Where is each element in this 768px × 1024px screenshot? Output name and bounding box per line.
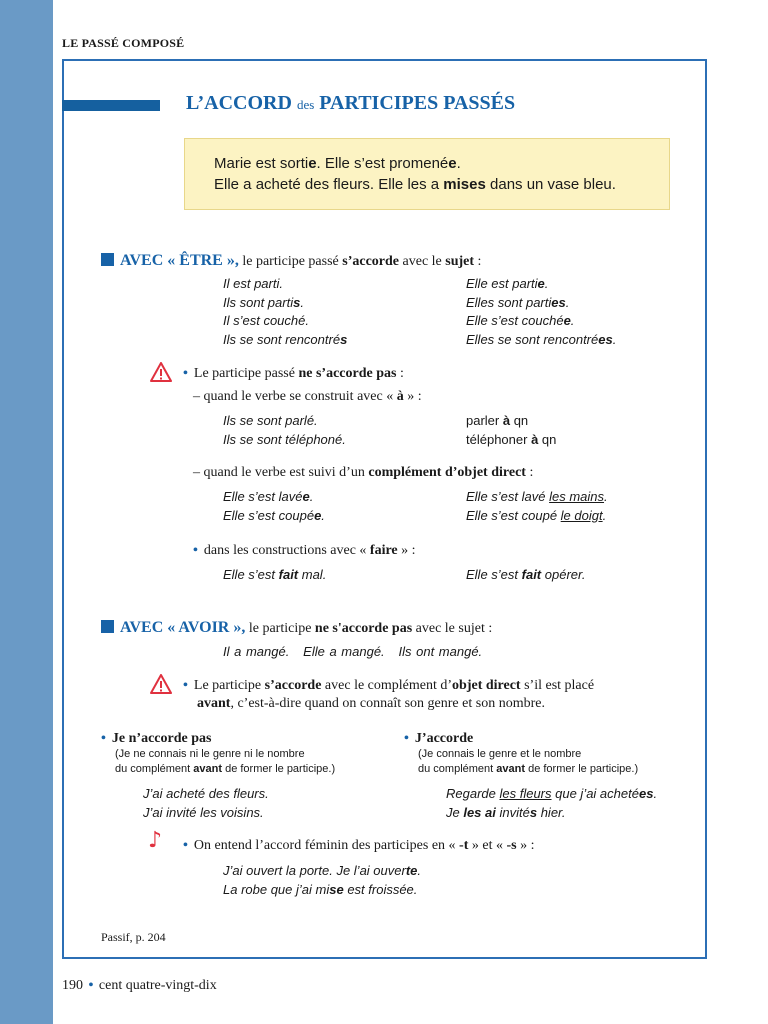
case-faire-line: • dans les constructions avec « faire » :: [193, 543, 416, 558]
title-accent-bar: [62, 100, 160, 111]
intro-example-box: [184, 138, 670, 210]
cross-reference: Passif, p. 204: [101, 930, 166, 944]
avoir-warning-line-1: • Le participe s’accorde avec le complément d’objet direct s’il est placé: [183, 678, 595, 693]
title-part-2: des: [296, 97, 315, 112]
title-part-3: PARTICIPES PASSÉS: [319, 92, 516, 114]
side-band: [0, 0, 53, 1024]
case-a-line: – quand le verbe se construit avec « à » :: [193, 389, 422, 404]
agreement-examples: Regarde les fleurs que j’ai achetées. Je les ai invités hier.: [446, 786, 658, 820]
intro-line-2: Elle a acheté des fleurs. Elle les a mises dans un vase bleu.: [214, 176, 616, 193]
section-square-icon: [101, 253, 114, 266]
running-head: LE PASSÉ COMPOSÉ: [62, 36, 185, 50]
no-agreement-examples: J’ai acheté des fleurs. J’ai invité les voisins.: [143, 786, 269, 820]
avoir-warning-line-2: avant, c’est-à-dire quand on connaît son genre et son nombre.: [197, 696, 545, 711]
warning-triangle-icon: [150, 674, 172, 694]
agreement-block: • J’accorde (Je connais le genre et le nombre du complément avant de former le participe.): [404, 731, 639, 775]
pronunciation-examples: J’ai ouvert la porte. Je l’ai ouverte. La robe que j’ai mise est froissée.: [223, 863, 421, 897]
case-cod-line: – quand le verbe est suivi d’un complément d’objet direct :: [193, 465, 534, 480]
music-note-icon: ♪: [148, 828, 163, 853]
etre-warning-line: • Le participe passé ne s’accorde pas :: [183, 366, 404, 381]
pronunciation-line: • On entend l’accord féminin des participes en « -t » et « -s » :: [183, 838, 535, 853]
warning-triangle-icon: [150, 362, 172, 382]
intro-line-1: Marie est sortie. Elle s’est promenée.: [214, 155, 461, 172]
avoir-examples: Il a mangé. Elle a mangé. Ils ont mangé.: [223, 644, 483, 659]
title-part-1: L’ACCORD: [186, 92, 292, 114]
section-square-icon: [101, 620, 114, 633]
page-folio: 190 • cent quatre-vingt-dix: [62, 978, 217, 993]
section-avoir-heading: AVEC « AVOIR », le participe ne s'accorde pas avec le sujet :: [101, 619, 492, 637]
section-etre-heading: AVEC « ÊTRE », le participe passé s’accorde avec le sujet :: [101, 252, 481, 270]
no-agreement-block: • Je n’accorde pas (Je ne connais ni le genre ni le nombre du complément avant de former le participe.): [101, 731, 336, 775]
page-title: [186, 92, 515, 115]
